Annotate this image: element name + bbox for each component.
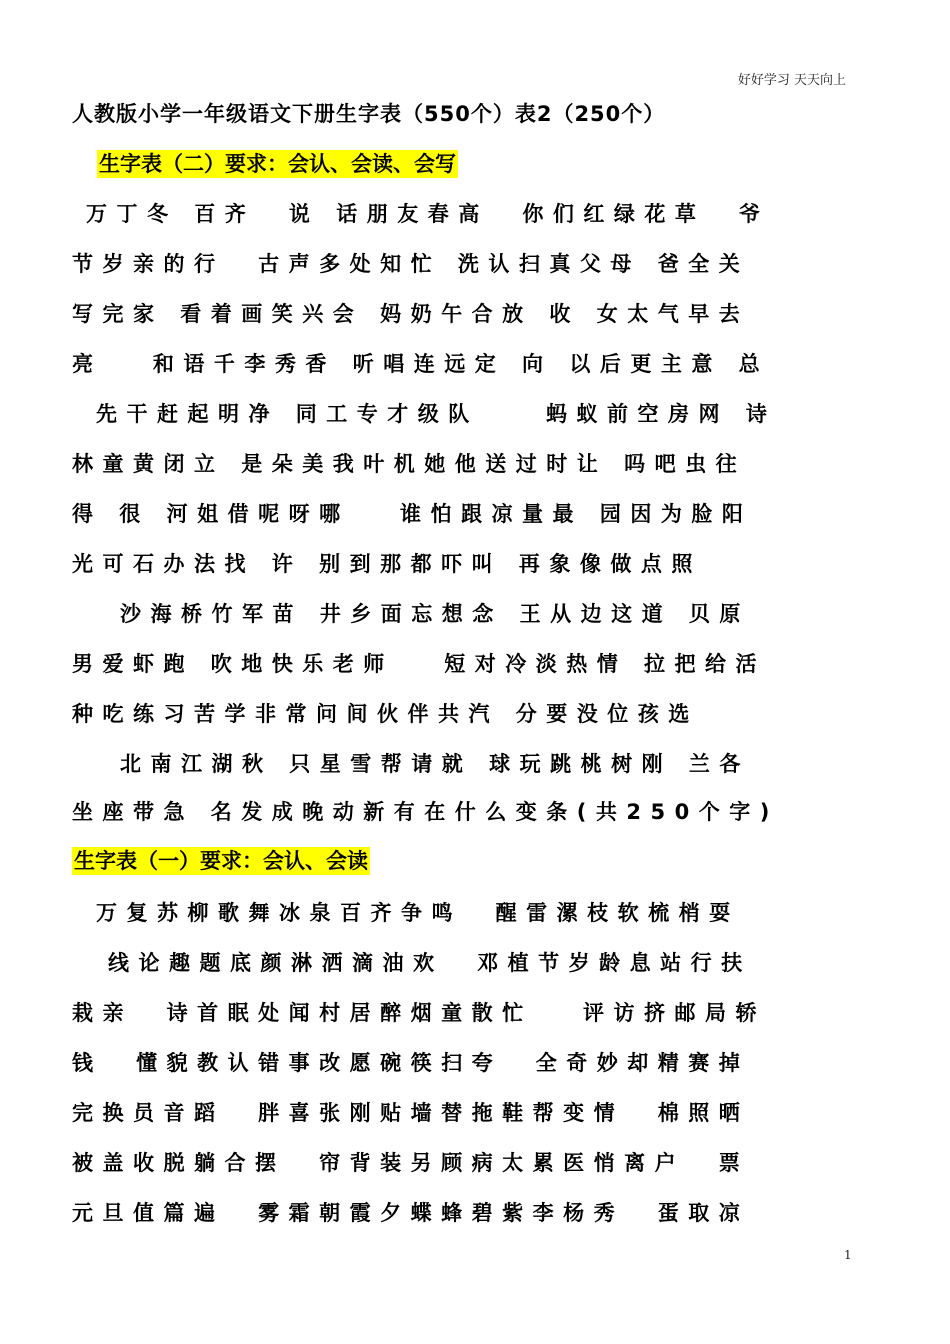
section-two-heading-text: 生字表（二）要求：会认、会读、会写: [99, 152, 456, 176]
section-two-line-13: 坐座带急 名发成晚动新有在什么变条(共250个字): [72, 800, 779, 824]
section-one-heading: [72, 845, 370, 875]
document-title: 人教版小学一年级语文下册生字表（550个）表2（250个）: [72, 102, 666, 126]
section-two-heading: [97, 148, 458, 178]
section-two-line-11: 种吃练习苦学非常问间伙伴共汽 分要没位孩选: [72, 702, 699, 726]
section-two-line-9: 沙海桥竹军苗 井乡面忘想念 王从边这道 贝原: [120, 602, 750, 626]
page-number: 1: [844, 1248, 852, 1262]
section-one-line-5: 完换员音蹈 胖喜张刚贴墙替拖鞋帮变情 棉照晒: [72, 1101, 750, 1125]
section-two-line-2: 节岁亲的行 古声多处知忙 洗认扫真父母 爸全关: [72, 252, 750, 276]
section-one-line-2: 线论趣题底颜淋洒滴油欢 邓植节岁龄息站行扶: [108, 951, 752, 975]
section-one-line-3: 栽亲 诗首眠处闻村居醉烟童散忙 评访挤邮局轿: [72, 1001, 767, 1025]
section-two-line-6: 林童黄闭立 是朵美我叶机她他送过时让 吗吧虫往: [72, 452, 747, 476]
section-two-line-1: 万丁冬 百齐 说 话朋友春高 你们红绿花草 爷: [86, 202, 770, 226]
section-two-line-3: 写完家 看着画笑兴会 妈奶午合放 收 女太气早去: [72, 302, 750, 326]
section-one-line-4: 钱 懂貌教认错事改愿碗筷扫夸 全奇妙却精赛掉: [72, 1051, 750, 1075]
section-one-heading-text: 生字表（一）要求：会认、会读: [74, 849, 368, 873]
section-one-line-7: 元旦值篇遍 雾霜朝霞夕蝶蜂碧紫李杨秀 蛋取凉: [72, 1201, 750, 1225]
section-one-line-1: 万复苏柳歌舞冰泉百齐争鸣 醒雷漯枝软梳梢耍: [96, 901, 740, 925]
section-two-line-7: 得 很 河姐借呢呀哪 谁怕跟凉量最 园因为脸阳: [72, 502, 753, 526]
section-two-line-5: 先干赶起明净 同工专才级队 蚂蚁前空房网 诗: [96, 402, 777, 426]
section-two-line-12: 北南江湖秋 只星雪帮请就 球玩跳桃树刚 兰各: [120, 752, 750, 776]
section-two-line-4: 亮 和语千李秀香 听唱连远定 向 以后更主意 总: [72, 352, 770, 376]
section-two-line-10: 男爱虾跑 吹地快乐老师 短对冷淡热情 拉把给活: [72, 652, 767, 676]
section-one-line-6: 被盖收脱躺合摆 帘背装另顾病太累医悄离户 票: [72, 1151, 750, 1175]
section-two-line-8: 光可石办法找 许 别到那都吓叫 再象像做点照: [72, 552, 702, 576]
header-note: 好好学习 天天向上: [737, 73, 846, 88]
